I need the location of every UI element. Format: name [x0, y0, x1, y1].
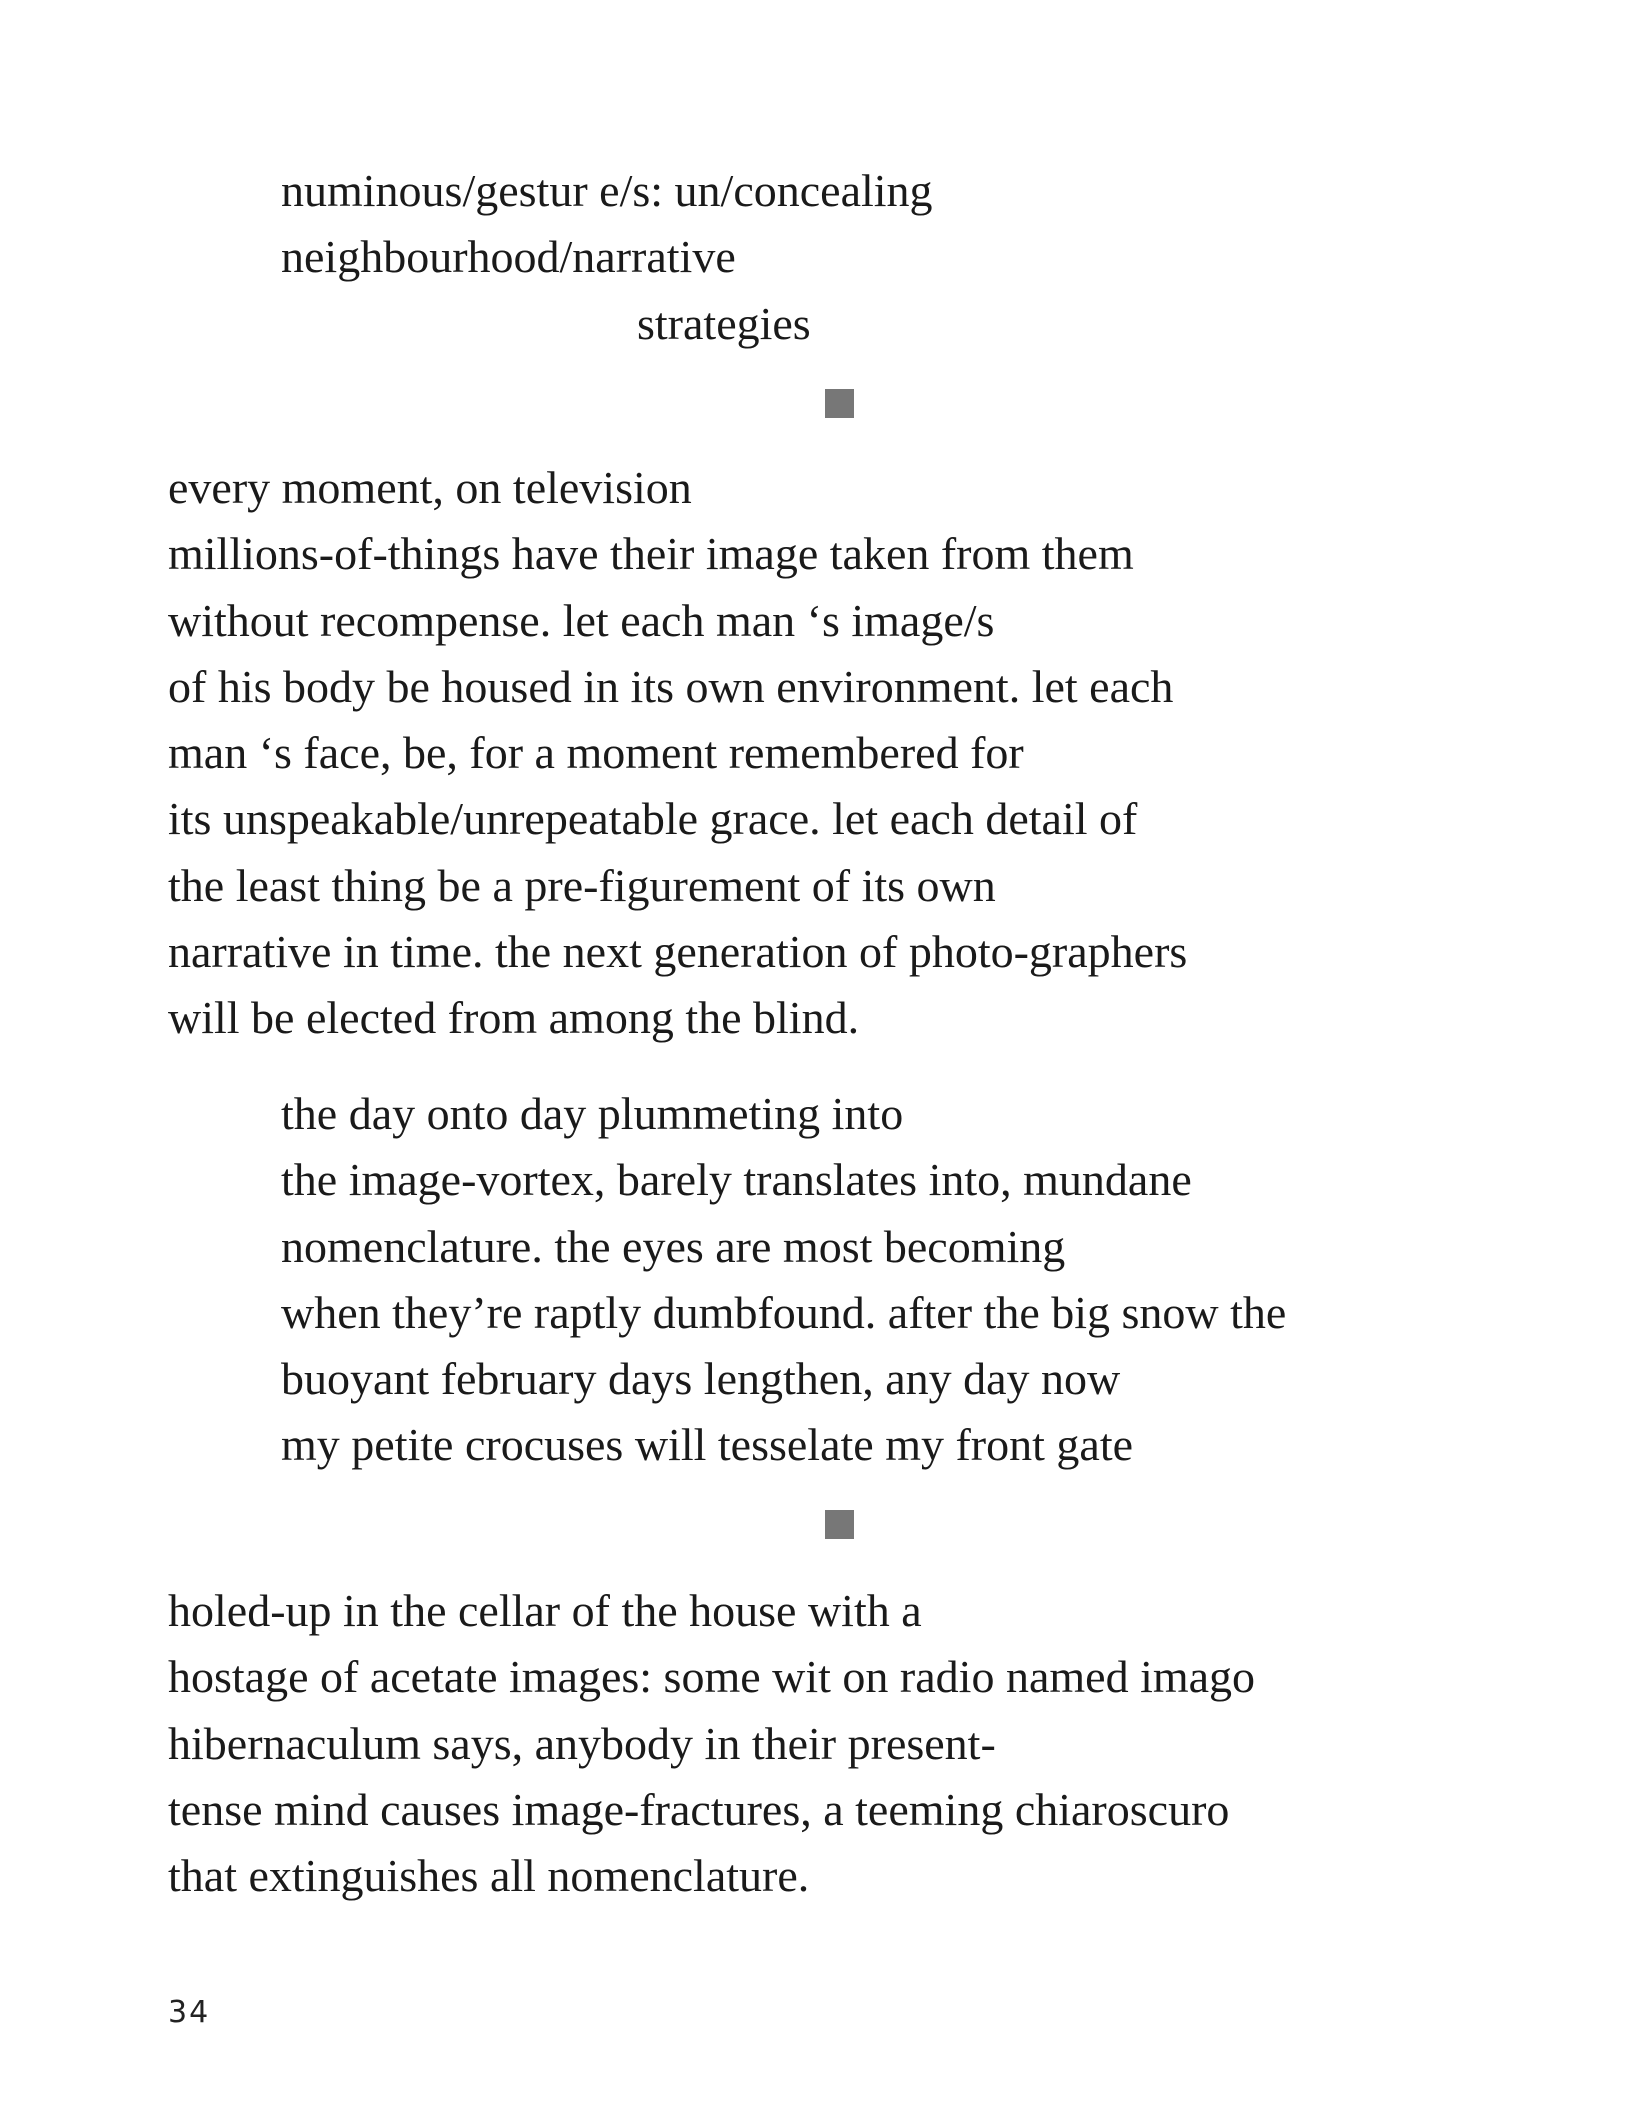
text-line: holed-up in the cellar of the house with a	[168, 1585, 922, 1636]
text-line: the image-vortex, barely translates into, mundane	[281, 1154, 1192, 1206]
text-line: neighbourhood/narrative	[281, 231, 736, 283]
text-line: numinous/gestur e/s: un/concealing	[281, 165, 933, 216]
text-line: tense mind causes image-fractures, a teeming chiaroscuro	[168, 1783, 1230, 1835]
text-line: narrative in time. the next generation of photo-graphers	[168, 926, 1188, 978]
stanza-2	[168, 455, 1187, 1052]
text-line: when they’re raptly dumbfound. after the big snow the	[281, 1286, 1287, 1338]
text-line: my petite crocuses will tesselate my front gate	[281, 1419, 1134, 1471]
text-line: millions-of-things have their image taken from them	[168, 528, 1134, 580]
text-line: that extinguishes all nomenclature.	[168, 1850, 810, 1902]
text-line: every moment, on television	[168, 462, 692, 513]
text-line: man ‘s face, be, for a moment remembered for	[168, 727, 1024, 779]
text-line: buoyant february days lengthen, any day now	[281, 1353, 1121, 1405]
text-line: of his body be housed in its own environment. let each	[168, 660, 1174, 712]
stanza-4	[168, 1578, 1255, 1909]
text-line: hibernaculum says, anybody in their present-	[168, 1717, 996, 1769]
text-line: the least thing be a pre-figurement of its own	[168, 859, 996, 911]
section-separator-square	[825, 1510, 854, 1539]
text-line: hostage of acetate images: some wit on radio named imago	[168, 1651, 1256, 1703]
page-number: 34	[168, 1995, 211, 2030]
stanza-1	[281, 158, 933, 357]
text-line: without recompense. let each man ‘s image/s	[168, 594, 995, 646]
text-line: will be elected from among the blind.	[168, 992, 860, 1044]
text-line: its unspeakable/unrepeatable grace. let each detail of	[168, 793, 1138, 845]
section-separator-square	[825, 389, 854, 418]
text-line: the day onto day plummeting into	[281, 1088, 904, 1139]
stanza-3	[281, 1081, 1286, 1479]
text-line: strategies	[637, 297, 811, 349]
text-line: nomenclature. the eyes are most becoming	[281, 1220, 1066, 1272]
